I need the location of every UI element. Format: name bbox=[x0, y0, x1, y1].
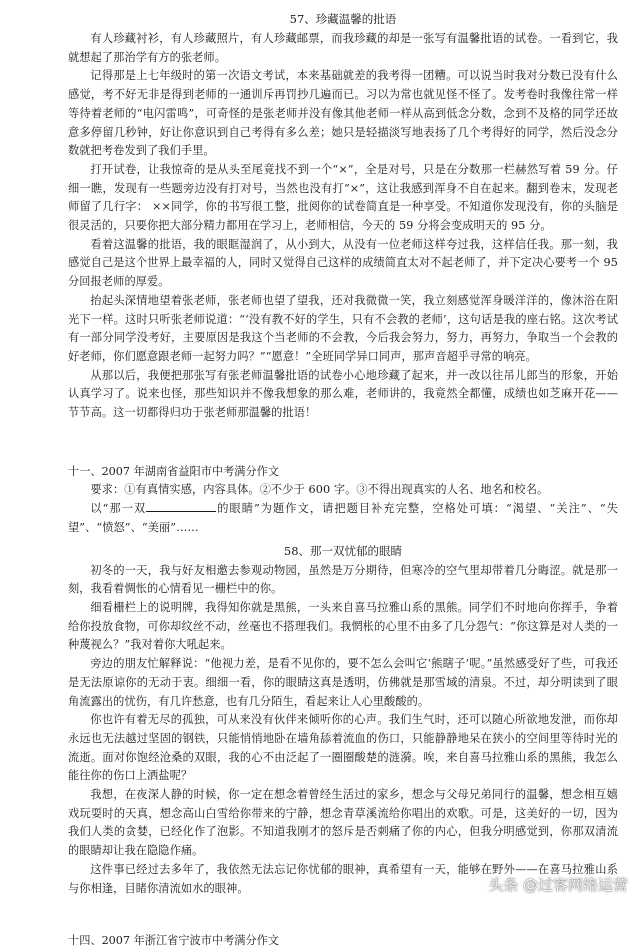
section11-heading: 十一、2007 年湖南省益阳市中考满分作文 bbox=[68, 464, 280, 478]
prompt-after-blank: 的眼睛”为题作文，请把题目补充完整，空格处可填：“渴望、“关注”、“失望”、“愤怒”、“美丽”…… bbox=[68, 502, 618, 534]
essay1-paragraph-3: 打开试卷，让我惊奇的是从头至尾竟找不到一个“×”，全是对号，只是在分数那一栏赫然写着 59 分。仔细一瞧，发现有一些题旁边没有打对号，当然也没有打“×”，这让我感到浑身不自在起来。翻到卷末，发现老师留了几行字： ××同学，你的书写很工整，批阅你的试卷简直是一种享受。不知道你发现没有，你的头脑是很灵活的，只要你把大部分精力都用在学习上，老师相信，今天的 59 分将会变成明天的 95 分。 bbox=[68, 162, 618, 233]
essay1-title: 57、珍藏温馨的批语 bbox=[289, 12, 397, 26]
section11-prompt bbox=[68, 500, 618, 537]
essay2-paragraph-1: 初冬的一天，我与好友相邀去参观动物园，虽然是万分期待，但寒冷的空气里却带着几分晦涩。就是那一刻，我看着惆怅的心情看见一栅栏中的你。 bbox=[68, 563, 618, 596]
essay2-paragraph-4: 你也许有着无尽的孤独，可从来没有伙伴来倾听你的心声。我们生气时，还可以随心所欲地发泄，而你却永远也无法越过坚固的钢铁，只能悄悄地卧在墙角舔着流血的伤口，只能静静地呆在狭小的空间里等待时光的流逝。面对你饱经沧桑的双眼，我的心不由泛起了一圈圈酸楚的涟漪。唉，来自喜马拉雅山系的黑熊，我怎么能往你的伤口上洒盐呢？ bbox=[68, 713, 618, 783]
section14-heading: 十四、2007 年浙江省宁波市中考满分作文 bbox=[68, 934, 280, 948]
essay2-paragraph-2: 细看栅栏上的说明牌，我得知你就是黑熊，一头来自喜马拉雅山系的黑熊。同学们不时地向你挥手，争着给你投放食物，可你却纹丝不动，丝毫也不搭理我们。我惘枨的心里不由多了几分怨气：“你这算是对人类的一种蔑视么？”我对着你大吼起来。 bbox=[68, 600, 618, 652]
essay1-paragraph-5: 抬起头深情地望着张老师，张老师也望了望我，还对我微微一笑，我立刻感觉浑身暖洋洋的，像沐浴在阳光下一样。这时只听张老师说道：“‘没有教不好的学生，只有不会教的老师’，这句话是我的座右铭。这次考试有一部分同学没考好，主要原因是我这个当老师的不会教，今后我会努力，努力，再努力，争取当一个会教的好老师，你们愿意跟老师一起努力吗？”“愿意！”全班同学异口同声，那声音超乎寻常的响亮。 bbox=[68, 293, 618, 363]
section11-requirement: 要求：①有真情实感，内容具体。②不少于 600 字。③不得出现真实的人名、地名和校名。 bbox=[90, 483, 549, 497]
essay1-paragraph-4: 看着这温馨的批语，我的眼眶湿润了，从小到大，从没有一位老师这样夸过我，这样信任我。那一刻，我感觉自己是这个世界上最幸福的人，同时又觉得自己这样的成绩简直太对不起老师了，并下定决心要考一个 95 分回报老师的厚爱。 bbox=[68, 237, 618, 289]
essay2-title: 58、那一双忧郁的眼睛 bbox=[283, 543, 403, 558]
essay1-paragraph-2: 记得那是上七年级时的第一次语文考试，本来基础就差的我考得一团糟。可以说当时我对分数已没有什么感觉，考不好无非是得到老师的一通训斥再罚抄几遍而已。习以为常也就见怪不怪了。发考卷时我像往常一样等待着老师的“电闪雷鸣”，可奇怪的是张老师并没有像其他老师一样从高到低念分数，念到不及格的同学还故意多停留几秒钟，好让你意识到自己考得有多么差；她只是轻描淡写地表扬了几个考得好的同学，然后没念分数就把考卷发到了我们手里。 bbox=[68, 69, 618, 158]
fill-in-blank bbox=[146, 500, 216, 512]
essay2-paragraph-5: 我想，在夜深人静的时候，你一定在想念着曾经生活过的家乡，想念与父母兄弟同行的温馨，想念相互嬉戏玩耍时的天真，想念高山白雪给你带来的宁静，想念青草溪流给你唱出的欢歌。可是，这美好的一切，因为我们人类的贪婪，已经化作了泡影。不知道我刚才的怒斥是否刺痛了你的内心，但我分明感觉到，你那双清流的眼睛却让我在隐隐作痛。 bbox=[68, 788, 618, 858]
essay2-paragraph-3: 旁边的朋友忙解释说：“他视力差，是看不见你的，要不怎么会叫它‘熊瞎子’呢。”虽然感受好了些，可我还是无法原谅你的无动于衷。细细一看，你的眼睛这真是透明，仿佛就是那雪域的清泉。不过，却分明读到了眼角流露出的忧伤，有几许愁意，也有几分陌生，看起来让人心里酸酸的。 bbox=[68, 657, 618, 708]
essay1-paragraph-6: 从那以后，我便把那张写有张老师温馨批语的试卷小心地珍藏了起来，并一改以往吊儿郎当的形象，开始认真学习了。说来也怪，那些知识并不像我想象的那么难，老师讲的，我竟然全都懂，成绩也如芝麻开花——节节高。这一切都得归功于张老师那温馨的批语！ bbox=[68, 368, 618, 420]
essay2-paragraph-6: 这件事已经过去多年了，我依然无法忘记你忧郁的眼神，真希望有一天，能够在野外——在喜马拉雅山系与你相逢，目睹你清流如水的眼神。 bbox=[68, 862, 618, 895]
document-page bbox=[68, 6, 618, 951]
spacer bbox=[68, 423, 618, 463]
prompt-before-blank: 以“那一双 bbox=[90, 502, 147, 516]
watermark-label: 头条 @过客网络运营 bbox=[488, 876, 628, 894]
spacer bbox=[68, 898, 618, 932]
essay1-paragraph-1: 有人珍藏衬衫，有人珍藏照片，有人珍藏邮票，而我珍藏的却是一张写有温馨批语的试卷。一看到它，我就想起了那治学有方的张老师。 bbox=[68, 32, 618, 64]
